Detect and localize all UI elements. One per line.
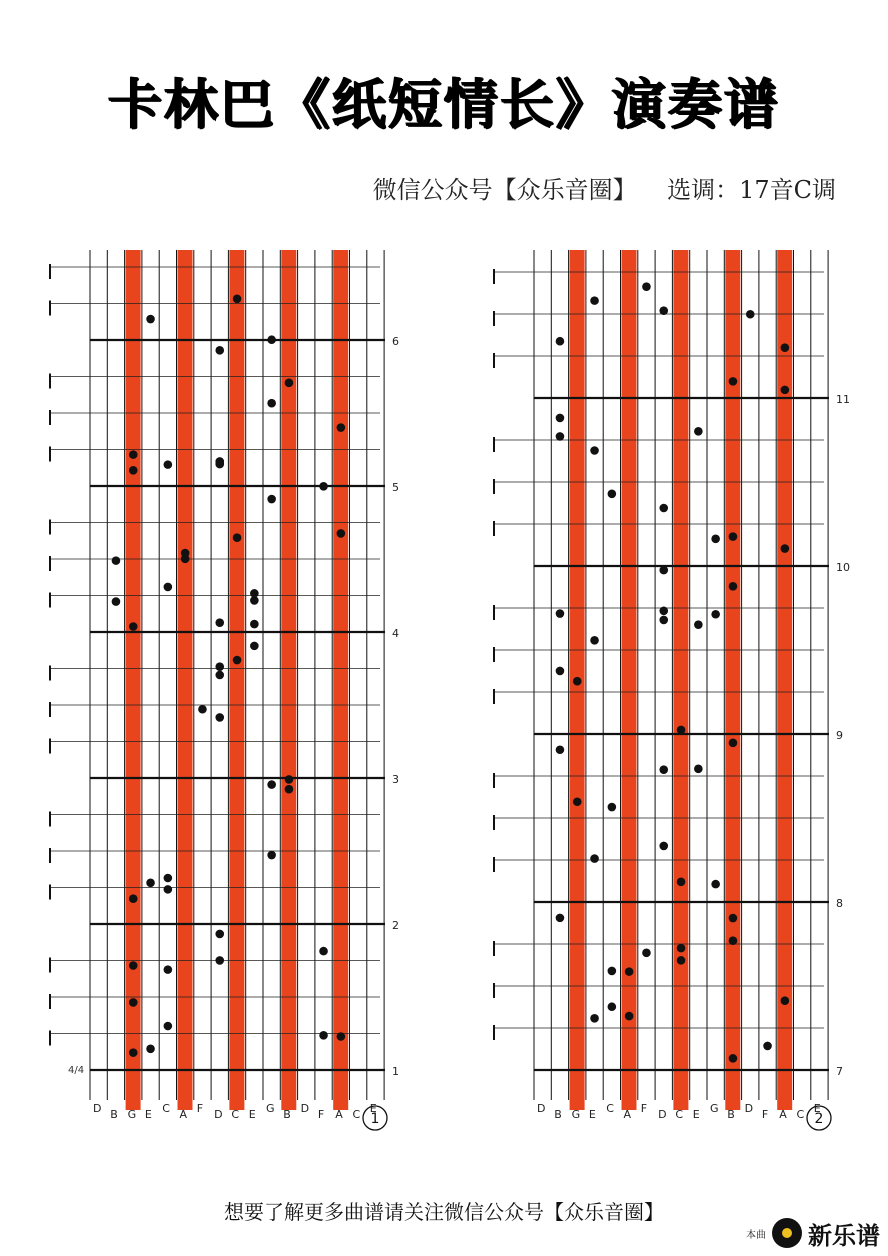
key-label: G [710, 1102, 719, 1115]
note-dot [250, 620, 259, 629]
note-dot [573, 677, 582, 686]
note-dot [112, 556, 121, 565]
note-dot [215, 930, 224, 939]
bar-number: 10 [836, 561, 850, 574]
note-dot [164, 874, 173, 883]
key-label: E [813, 1102, 821, 1115]
brand-name: 新乐谱 [808, 1221, 880, 1250]
note-dot [694, 427, 703, 436]
bar-number: 7 [836, 1065, 843, 1078]
note-dot [729, 532, 738, 541]
note-dot [285, 785, 294, 794]
note-dot [164, 1022, 173, 1031]
note-dot [659, 606, 668, 615]
note-dot [659, 616, 668, 625]
note-dot [763, 1042, 772, 1051]
note-dot [729, 936, 738, 945]
note-dot [677, 944, 686, 953]
page-subtitle: 微信公众号【众乐音圈】 选调：17音C调 [372, 176, 836, 204]
note-dot [250, 642, 259, 651]
note-dot [164, 460, 173, 469]
note-dot [129, 998, 138, 1007]
note-dot [625, 967, 634, 976]
key-bar-red [622, 250, 637, 1110]
tablature-sheet-1 [40, 245, 420, 1165]
note-dot [215, 713, 224, 722]
note-dot [215, 671, 224, 680]
key-label: G [266, 1102, 275, 1115]
key-bar-red [777, 250, 792, 1110]
note-dot [267, 851, 276, 860]
note-dot [659, 842, 668, 851]
key-label: C [606, 1102, 614, 1115]
key-label: D [214, 1108, 223, 1121]
bar-number: 4 [392, 627, 399, 640]
record-logo-icon [772, 1218, 802, 1248]
note-dot [146, 315, 155, 324]
note-dot [642, 282, 651, 291]
bar-number: 9 [836, 729, 843, 742]
note-dot [659, 306, 668, 315]
note-dot [781, 544, 790, 553]
note-dot [146, 879, 155, 888]
note-dot [677, 956, 686, 965]
note-dot [694, 620, 703, 629]
note-dot [711, 610, 720, 619]
note-dot [267, 495, 276, 504]
note-dot [267, 780, 276, 789]
note-dot [781, 386, 790, 395]
note-dot [129, 450, 138, 459]
key-label: E [248, 1108, 256, 1121]
key-label: B [283, 1108, 291, 1121]
note-dot [590, 296, 599, 305]
note-dot [215, 460, 224, 469]
key-label: E [588, 1108, 596, 1121]
bar-number: 6 [392, 335, 399, 348]
note-dot [319, 947, 328, 956]
sheet-number: 1 [370, 1111, 380, 1127]
note-dot [608, 803, 617, 812]
note-dot [711, 535, 720, 544]
note-dot [215, 662, 224, 671]
key-label: D [744, 1102, 754, 1115]
note-dot [250, 589, 259, 598]
brand-small-label: 本曲 [746, 1229, 766, 1241]
note-dot [590, 446, 599, 455]
time-signature: 4/4 [68, 1065, 85, 1076]
page-title: 卡林巴《纸短情长》演奏谱 [108, 73, 780, 136]
note-dot [181, 555, 190, 564]
note-dot [556, 432, 565, 441]
bar-number: 1 [392, 1065, 399, 1078]
bar-number: 2 [392, 919, 399, 932]
key-label: F [317, 1108, 325, 1121]
bar-number: 5 [392, 481, 399, 494]
key-label: C [162, 1102, 170, 1115]
key-bar-red [333, 250, 348, 1110]
note-dot [215, 346, 224, 355]
note-dot [129, 1048, 138, 1057]
note-dot [198, 705, 207, 714]
key-label: A [623, 1108, 632, 1121]
note-dot [267, 335, 276, 344]
key-label: F [761, 1108, 769, 1121]
note-dot [590, 1014, 599, 1023]
note-dot [129, 894, 138, 903]
note-dot [164, 885, 173, 894]
note-dot [781, 343, 790, 352]
note-dot [711, 880, 720, 889]
note-dot [573, 797, 582, 806]
note-dot [746, 310, 755, 319]
key-label: E [369, 1102, 377, 1115]
note-dot [556, 667, 565, 676]
note-dot [729, 739, 738, 748]
note-dot [590, 636, 599, 645]
key-label: E [144, 1108, 152, 1121]
note-dot [215, 956, 224, 965]
note-dot [694, 765, 703, 774]
note-dot [608, 967, 617, 976]
note-dot [285, 775, 294, 784]
sheet-number: 2 [814, 1111, 824, 1127]
note-dot [164, 965, 173, 974]
key-label: D [658, 1108, 667, 1121]
key-bar-red [126, 250, 141, 1110]
note-dot [556, 414, 565, 423]
note-dot [129, 466, 138, 475]
key-label: A [779, 1108, 787, 1121]
key-label: F [640, 1102, 648, 1115]
footer-note: 想要了解更多曲谱请关注微信公众号【众乐音圈】 [224, 1200, 664, 1224]
note-dot [146, 1044, 155, 1053]
key-bar-red [229, 250, 244, 1110]
note-dot [659, 504, 668, 513]
note-dot [215, 618, 224, 627]
note-dot [781, 996, 790, 1005]
bar-number: 3 [392, 773, 399, 786]
note-dot [337, 1032, 346, 1041]
note-dot [319, 1031, 328, 1040]
note-dot [659, 566, 668, 575]
key-label: C [675, 1108, 684, 1121]
key-label: D [93, 1102, 102, 1115]
note-dot [129, 961, 138, 970]
note-dot [556, 914, 565, 923]
note-dot [642, 949, 651, 958]
note-dot [556, 337, 565, 346]
bar-number: 8 [836, 897, 843, 910]
note-dot [590, 854, 599, 863]
note-dot [729, 1054, 738, 1063]
note-dot [608, 489, 617, 498]
note-dot [233, 294, 242, 303]
key-label: D [300, 1102, 310, 1115]
note-dot [625, 1012, 634, 1021]
note-dot [729, 582, 738, 591]
key-label: B [554, 1108, 562, 1121]
key-bar-red [673, 250, 688, 1110]
note-dot [164, 583, 173, 592]
note-dot [729, 377, 738, 386]
key-label: B [110, 1108, 118, 1121]
note-dot [556, 745, 565, 754]
note-dot [677, 726, 686, 735]
note-dot [267, 399, 276, 408]
brand-logo-area [746, 1216, 880, 1250]
key-label: G [571, 1108, 581, 1121]
key-bar-red [178, 250, 193, 1110]
note-dot [112, 597, 121, 606]
note-dot [337, 529, 346, 538]
note-dot [233, 533, 242, 542]
key-label: E [692, 1108, 700, 1121]
key-label: D [537, 1102, 546, 1115]
key-label: C [796, 1108, 805, 1121]
key-label: C [352, 1108, 361, 1121]
key-label: F [196, 1102, 204, 1115]
key-label: A [179, 1108, 188, 1121]
note-dot [129, 622, 138, 631]
key-label: B [727, 1108, 735, 1121]
note-dot [233, 656, 242, 665]
tablature-sheet-2 [484, 245, 864, 1165]
note-dot [729, 914, 738, 923]
key-label: C [231, 1108, 240, 1121]
note-dot [556, 609, 565, 618]
key-label: A [335, 1108, 343, 1121]
note-dot [337, 423, 346, 432]
note-dot [677, 878, 686, 887]
bar-number: 11 [836, 393, 850, 406]
key-label: G [127, 1108, 137, 1121]
note-dot [659, 765, 668, 774]
note-dot [608, 1002, 617, 1011]
note-dot [285, 379, 294, 388]
note-dot [319, 482, 328, 491]
